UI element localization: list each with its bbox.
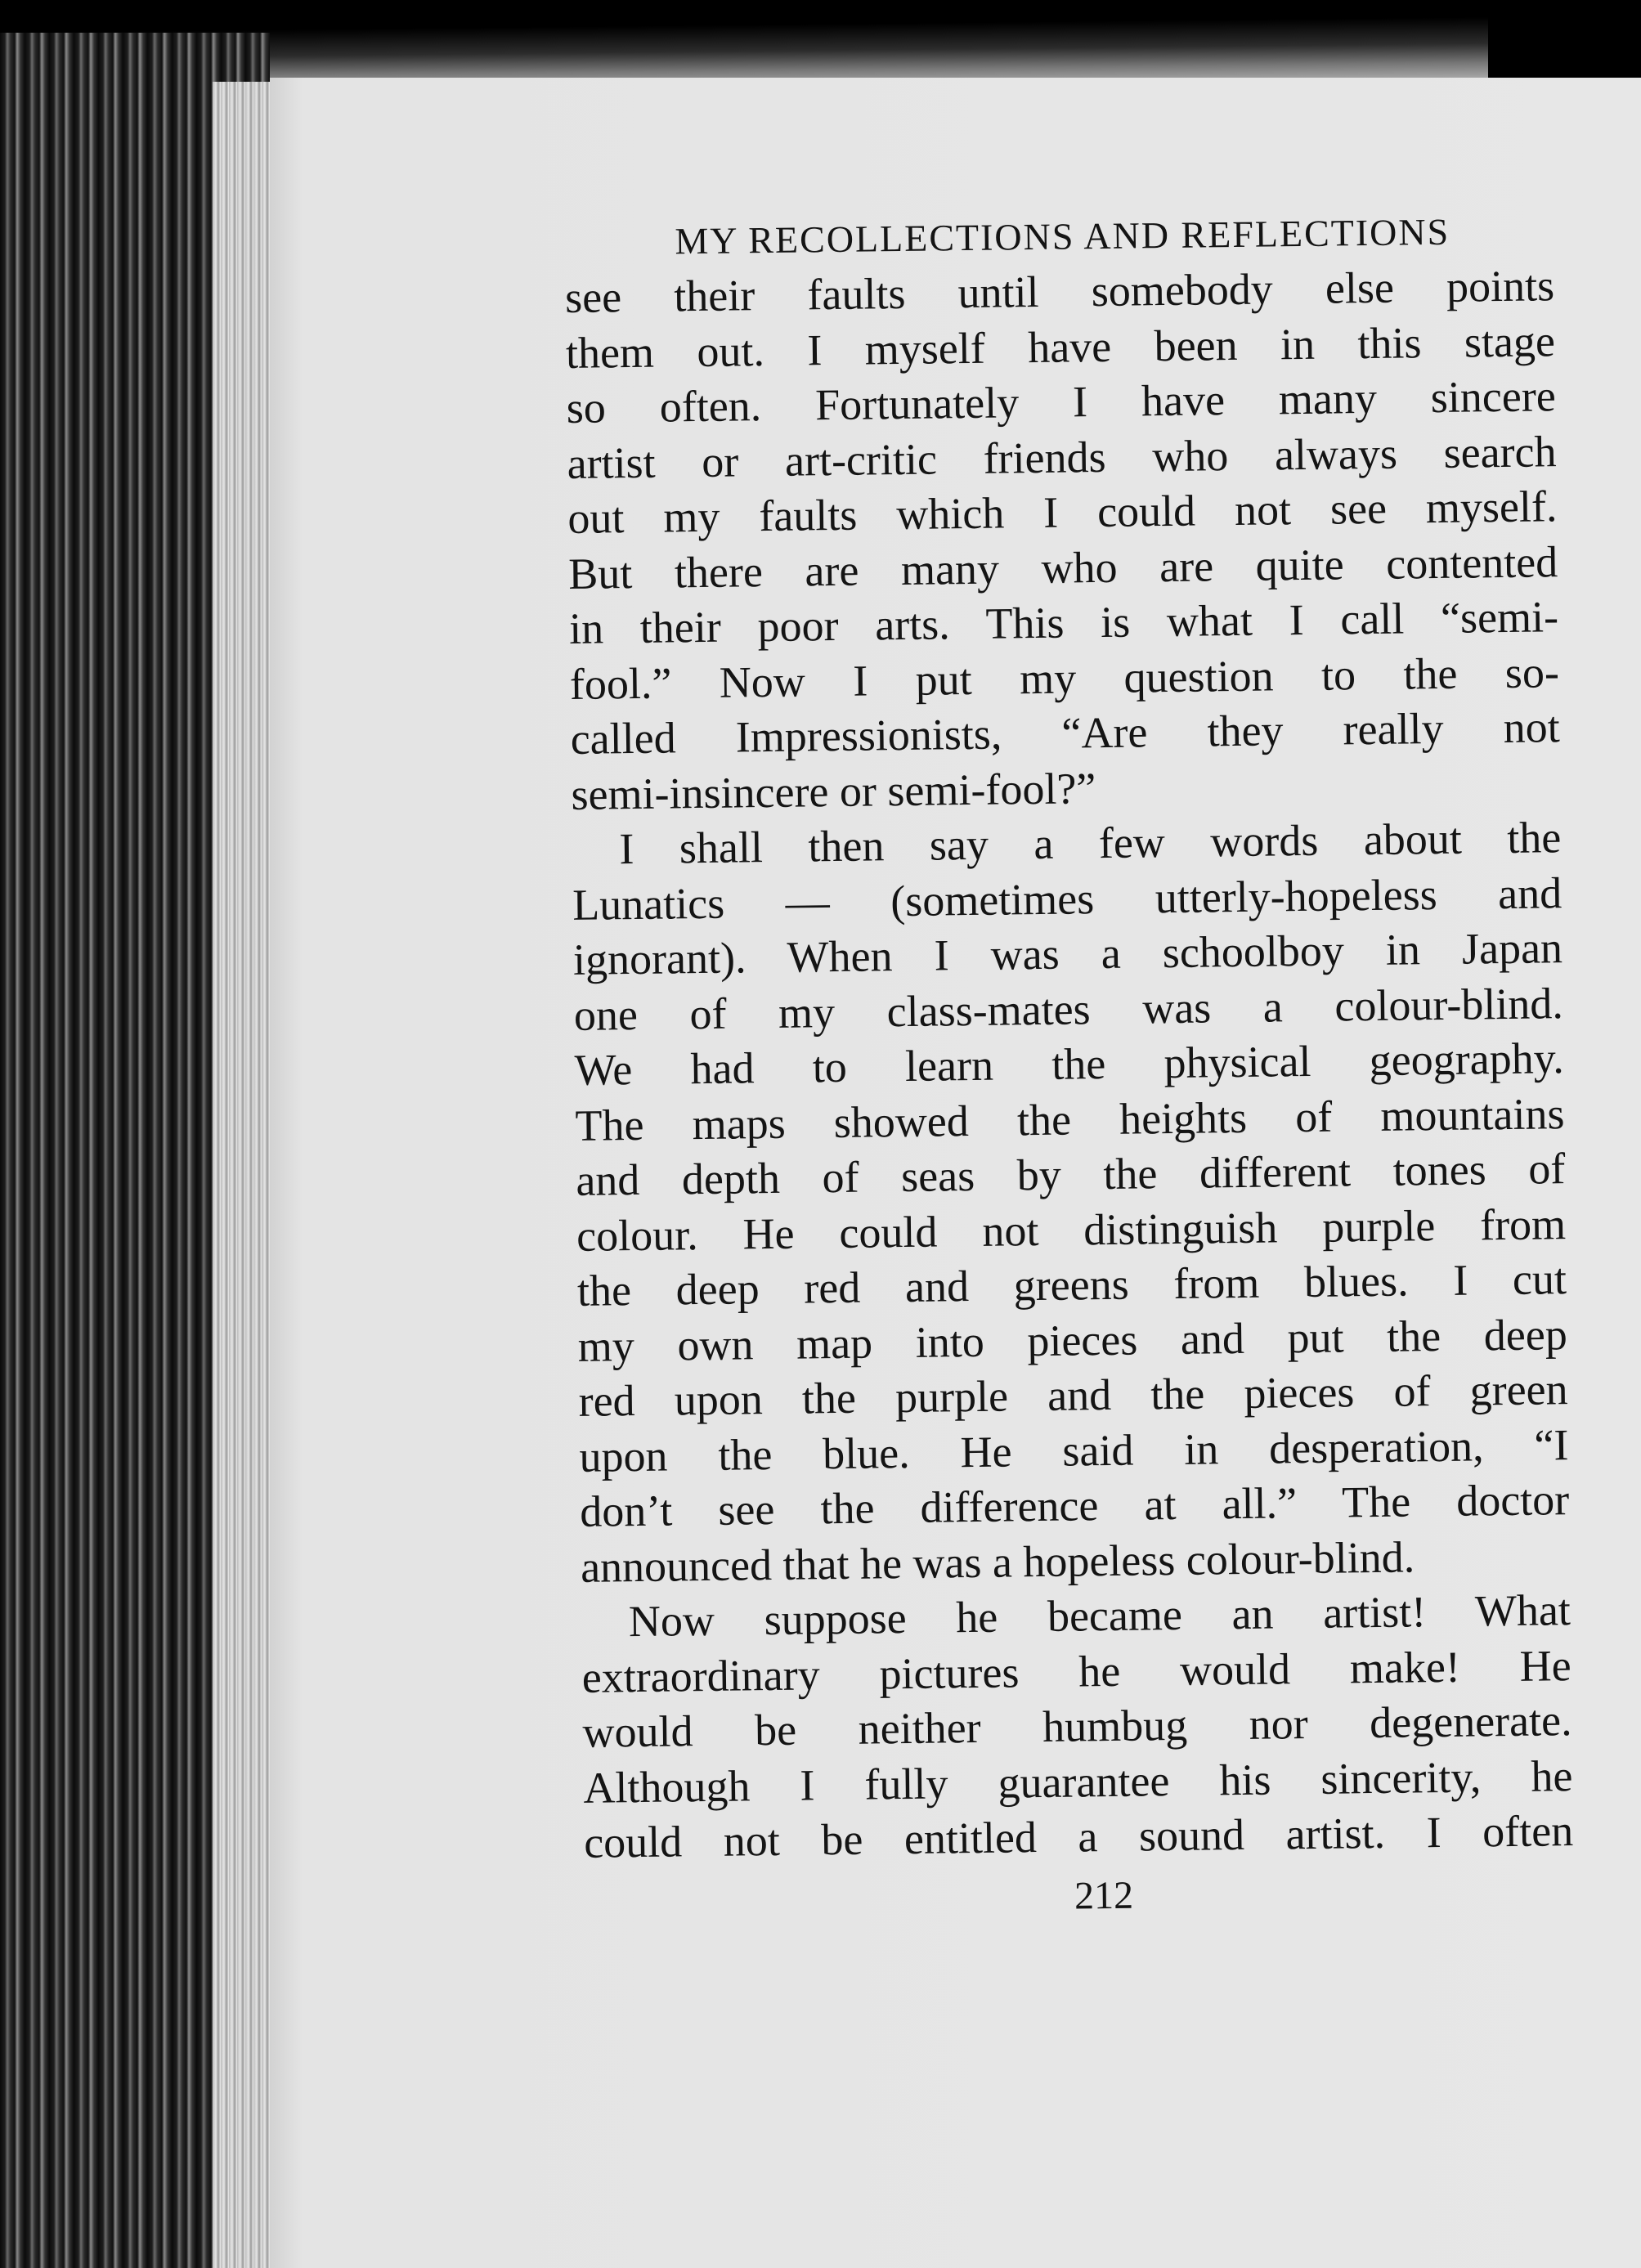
text-line: red upon the purple and the pieces of green [578,1365,1568,1426]
text-line: out my faults which I could not see myself. [567,482,1558,543]
text-line: them out. I myself have been in this stage [565,316,1556,378]
text-line: semi-insincere or semi-fool?” [571,763,1096,819]
text-line: extraordinary pictures he would make! He [581,1640,1572,1702]
running-head: MY RECOLLECTIONS AND REFLECTIONS [675,210,1450,262]
text-line: could not be entitled a sound artist. I often [583,1806,1574,1867]
text-line: would be neither humbug nor degenerate. [582,1696,1572,1757]
text-line: fool.” Now I put my question to the so- [569,647,1560,709]
text-line: my own map into pieces and put the deep [577,1309,1568,1371]
page-number: 212 [1074,1873,1134,1918]
text-line: announced that he was a hopeless colour-blind. [580,1531,1415,1592]
text-line: ignorant). When I was a schoolboy in Japan [572,923,1563,984]
text-line: Lunatics — (sometimes utterly-hopeless and [572,867,1563,930]
text-line: artist or art-critic friends who always search [567,426,1557,488]
text-line: so often. Fortunately I have many sincere [566,371,1557,433]
text-line: Although I fully guarantee his sincerity, he [583,1750,1573,1813]
text-line: But there are many who are quite contented [567,536,1558,598]
text-line: see their faults until somebody else points [564,261,1555,322]
text-line: upon the blue. He said in desperation, “I [579,1419,1569,1481]
text-line: the deep red and greens from blues. I cut [576,1254,1567,1316]
text-line: and depth of seas by the different tones of [575,1144,1566,1205]
text-line: colour. He could not distinguish purple from [576,1199,1567,1261]
page-edge-stack [0,33,270,2268]
text-line: called Impressionists, “Are they really not [570,702,1561,764]
text-line: one of my class-mates was a colour-blind. [573,978,1564,1040]
text-line: I shall then say a few words about the [619,813,1562,874]
text-line: in their poor arts. This is what I call “semi- [568,592,1559,653]
text-line: We had to learn the physical geography. [574,1033,1564,1095]
text-line: Now suppose he became an artist! What [628,1585,1572,1647]
text-line: don’t see the difference at all.” The doctor [579,1475,1570,1536]
text-block [564,208,1574,1924]
text-line: The maps showed the heights of mountains [575,1088,1565,1150]
